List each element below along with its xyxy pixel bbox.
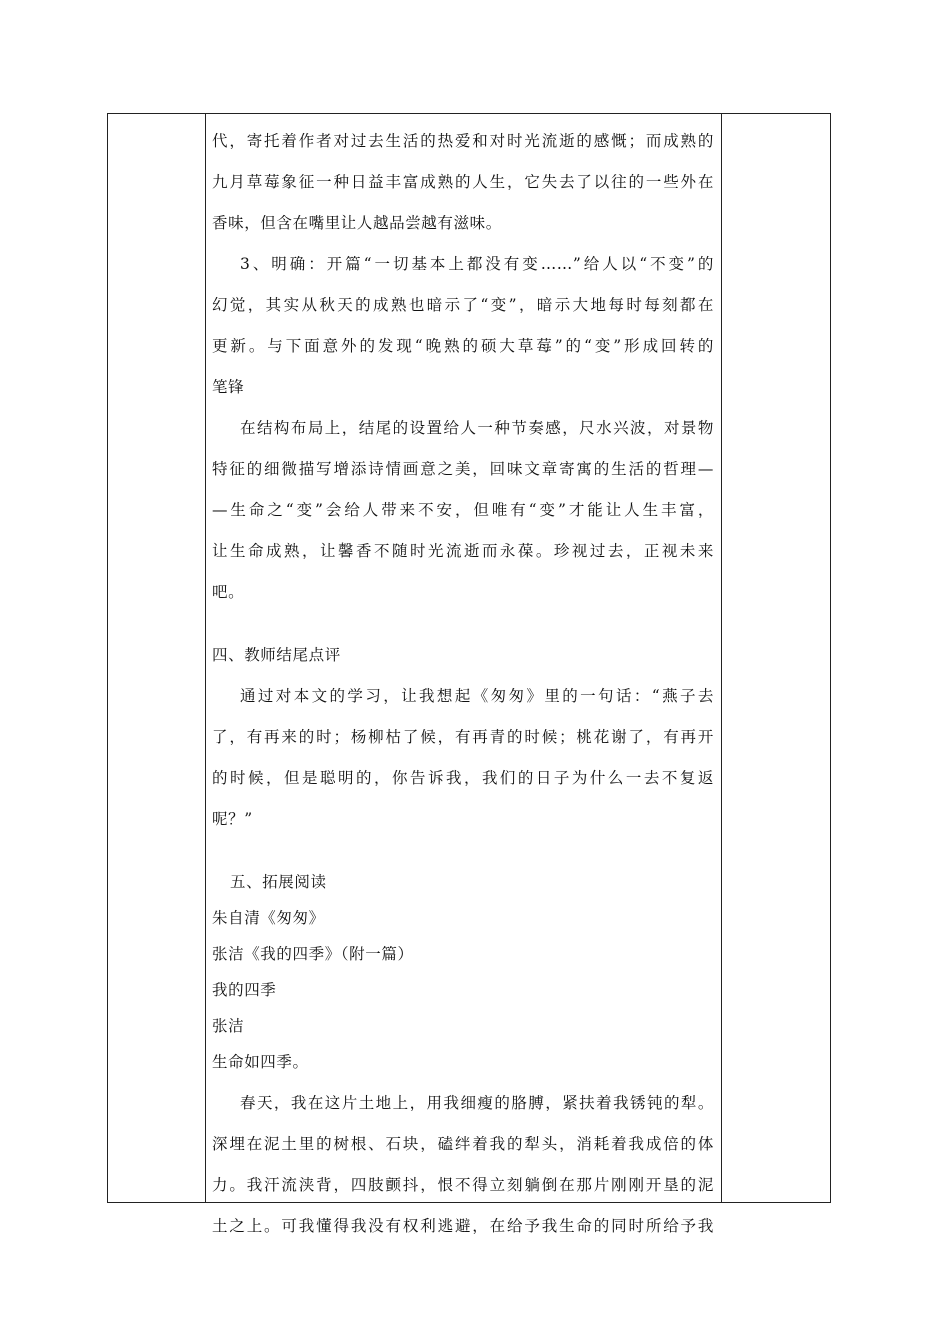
text-line: 力。我汗流浃背，四肢颤抖，恨不得立刻躺倒在那片刚刚开垦的泥 <box>212 1176 714 1193</box>
text-line: 更新。与下面意外的发现“晚熟的硕大草莓”的“变”形成回转的 <box>212 337 714 354</box>
section-heading: 五、拓展阅读 <box>230 873 327 891</box>
text-line: 朱自清《匆匆》 <box>212 909 325 927</box>
text-line: 3、明确：开篇“一切基本上都没有变……”给人以“不变”的 <box>240 255 714 272</box>
text-line: —生命之“变”会给人带来不安，但唯有“变”才能让人生丰富， <box>212 501 714 518</box>
text-line: 九月草莓象征一种日益丰富成熟的人生，它失去了以往的一些外在 <box>212 173 714 190</box>
table-column-divider-right <box>721 114 722 1202</box>
text-line: 张洁《我的四季》（附一篇） <box>212 945 414 963</box>
text-line: 深埋在泥土里的树根、石块，磕绊着我的犁头，消耗着我成倍的体 <box>212 1135 714 1152</box>
text-line: 笔锋 <box>212 378 245 396</box>
text-line: 通过对本文的学习，让我想起《匆匆》里的一句话：“燕子去 <box>240 687 714 704</box>
text-line: 生命如四季。 <box>212 1053 309 1071</box>
section-heading: 四、教师结尾点评 <box>212 646 341 664</box>
table-column-divider-left <box>205 114 206 1202</box>
text-line: 香味，但含在嘴里让人越品尝越有滋味。 <box>212 214 502 232</box>
text-line: 了，有再来的时；杨柳枯了候，有再青的时候；桃花谢了，有再开 <box>212 728 714 745</box>
text-line: 春天，我在这片土地上，用我细瘦的胳膊，紧扶着我锈钝的犁。 <box>240 1094 714 1111</box>
text-line: 幻觉，其实从秋天的成熟也暗示了“变”，暗示大地每时每刻都在 <box>212 296 714 313</box>
text-line: 我的四季 <box>212 981 277 999</box>
text-line: 代，寄托着作者对过去生活的热爱和对时光流逝的感慨；而成熟的 <box>212 132 714 149</box>
text-line: 让生命成熟，让馨香不随时光流逝而永葆。珍视过去，正视未来 <box>212 542 714 559</box>
text-line: 吧。 <box>212 583 245 601</box>
text-line: 呢？” <box>212 810 253 828</box>
text-line: 在结构布局上，结尾的设置给人一种节奏感，尺水兴波，对景物 <box>240 419 714 436</box>
text-line: 的时候，但是聪明的，你告诉我，我们的日子为什么一去不复返 <box>212 769 714 786</box>
text-line: 土之上。可我懂得我没有权利逃避，在给予我生命的同时所给予我 <box>212 1217 714 1234</box>
text-line: 特征的细微描写增添诗情画意之美，回味文章寄寓的生活的哲理— <box>212 460 714 477</box>
text-line: 张洁 <box>212 1017 245 1035</box>
